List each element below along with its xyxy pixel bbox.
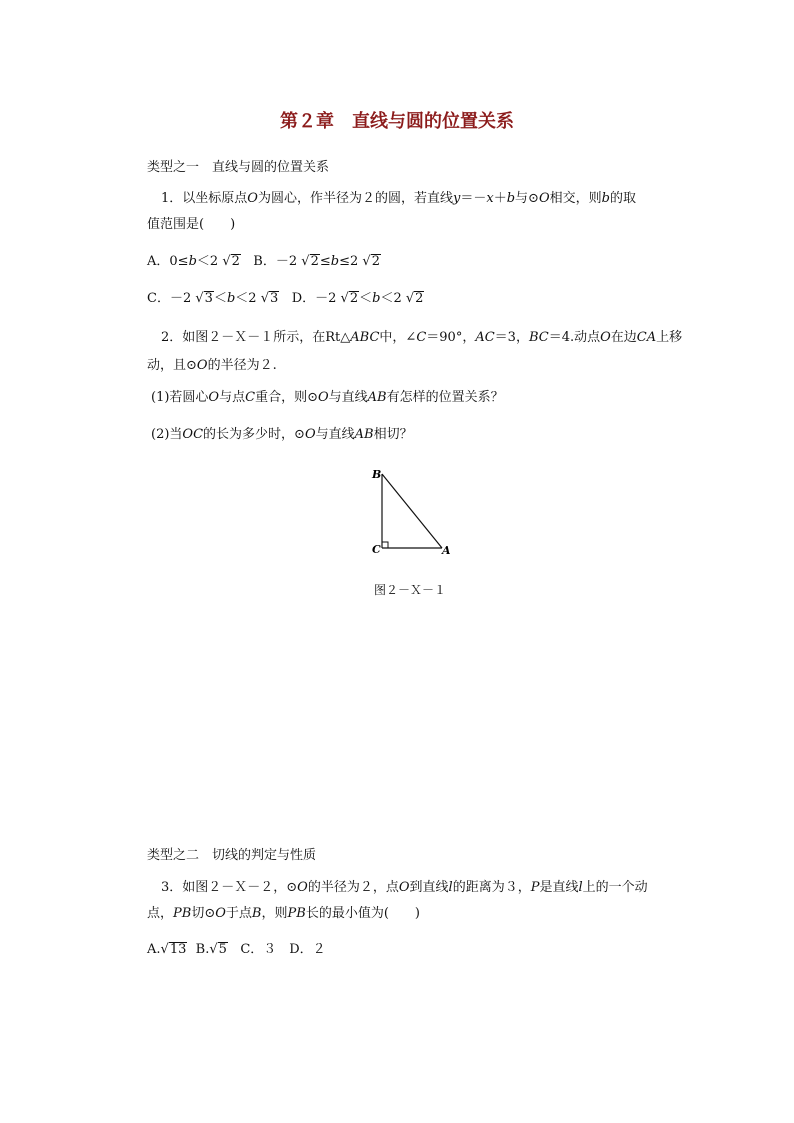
question-3-stem-line1: 3．如图２－Ｘ－２，⊙O的半径为２，点O到直线l的距离为３，P是直线l上的一个动 xyxy=(161,880,648,895)
options-c-d: C．３ D．２ xyxy=(240,942,326,957)
question-1-options-cd xyxy=(147,291,424,307)
section-heading-1: 类型之一 直线与圆的位置关系 xyxy=(147,160,330,175)
option-a: A．0≤b＜2 √2 xyxy=(147,254,240,269)
question-2-part-1: (1)若圆心O与点C重合，则⊙O与直线AB有怎样的位置关系？ xyxy=(151,390,504,405)
question-1-options-ab xyxy=(147,254,381,270)
question-3-options xyxy=(147,942,326,958)
question-2-part-2: (2)当OC的长为多少时，⊙O与直线AB相切？ xyxy=(151,427,413,442)
question-1-stem-line2: 值范围是( ) xyxy=(147,217,236,232)
vertex-label-c: C xyxy=(372,543,381,556)
vertex-label-a: A xyxy=(442,544,451,557)
question-2-stem-line2: 动，且⊙O的半径为２. xyxy=(147,358,277,373)
option-d: D．－2 √2＜b＜2 √2 xyxy=(291,291,424,306)
option-a: A.√13 xyxy=(147,942,187,957)
option-b: B．－2 √2≤b≤2 √2 xyxy=(253,254,380,269)
section-heading-2: 类型之二 切线的判定与性质 xyxy=(147,848,317,863)
figure-caption: 图２－Ｘ－１ xyxy=(373,583,446,597)
triangle-side-ab xyxy=(382,474,442,548)
question-1-stem-line1: 1．以坐标原点O为圆心，作半径为２的圆，若直线y＝－x＋b与⊙O相交，则b的取 xyxy=(161,191,636,206)
question-3-stem-line2: 点，PB切⊙O于点B，则PB长的最小值为( ) xyxy=(147,906,420,921)
right-triangle-figure xyxy=(360,462,460,562)
option-c: C．－2 √3＜b＜2 √3 xyxy=(147,291,279,306)
page-title: 第２章 直线与圆的位置关系 xyxy=(280,111,514,132)
vertex-label-b: B xyxy=(372,468,382,481)
option-b: B.√5 xyxy=(195,942,227,957)
right-angle-marker xyxy=(382,542,388,548)
question-2-stem-line1: 2．如图２－Ｘ－１所示，在Rt△ABC中，∠C＝90°，AC＝3，BC＝4.动点O在边CA上移 xyxy=(161,330,683,345)
